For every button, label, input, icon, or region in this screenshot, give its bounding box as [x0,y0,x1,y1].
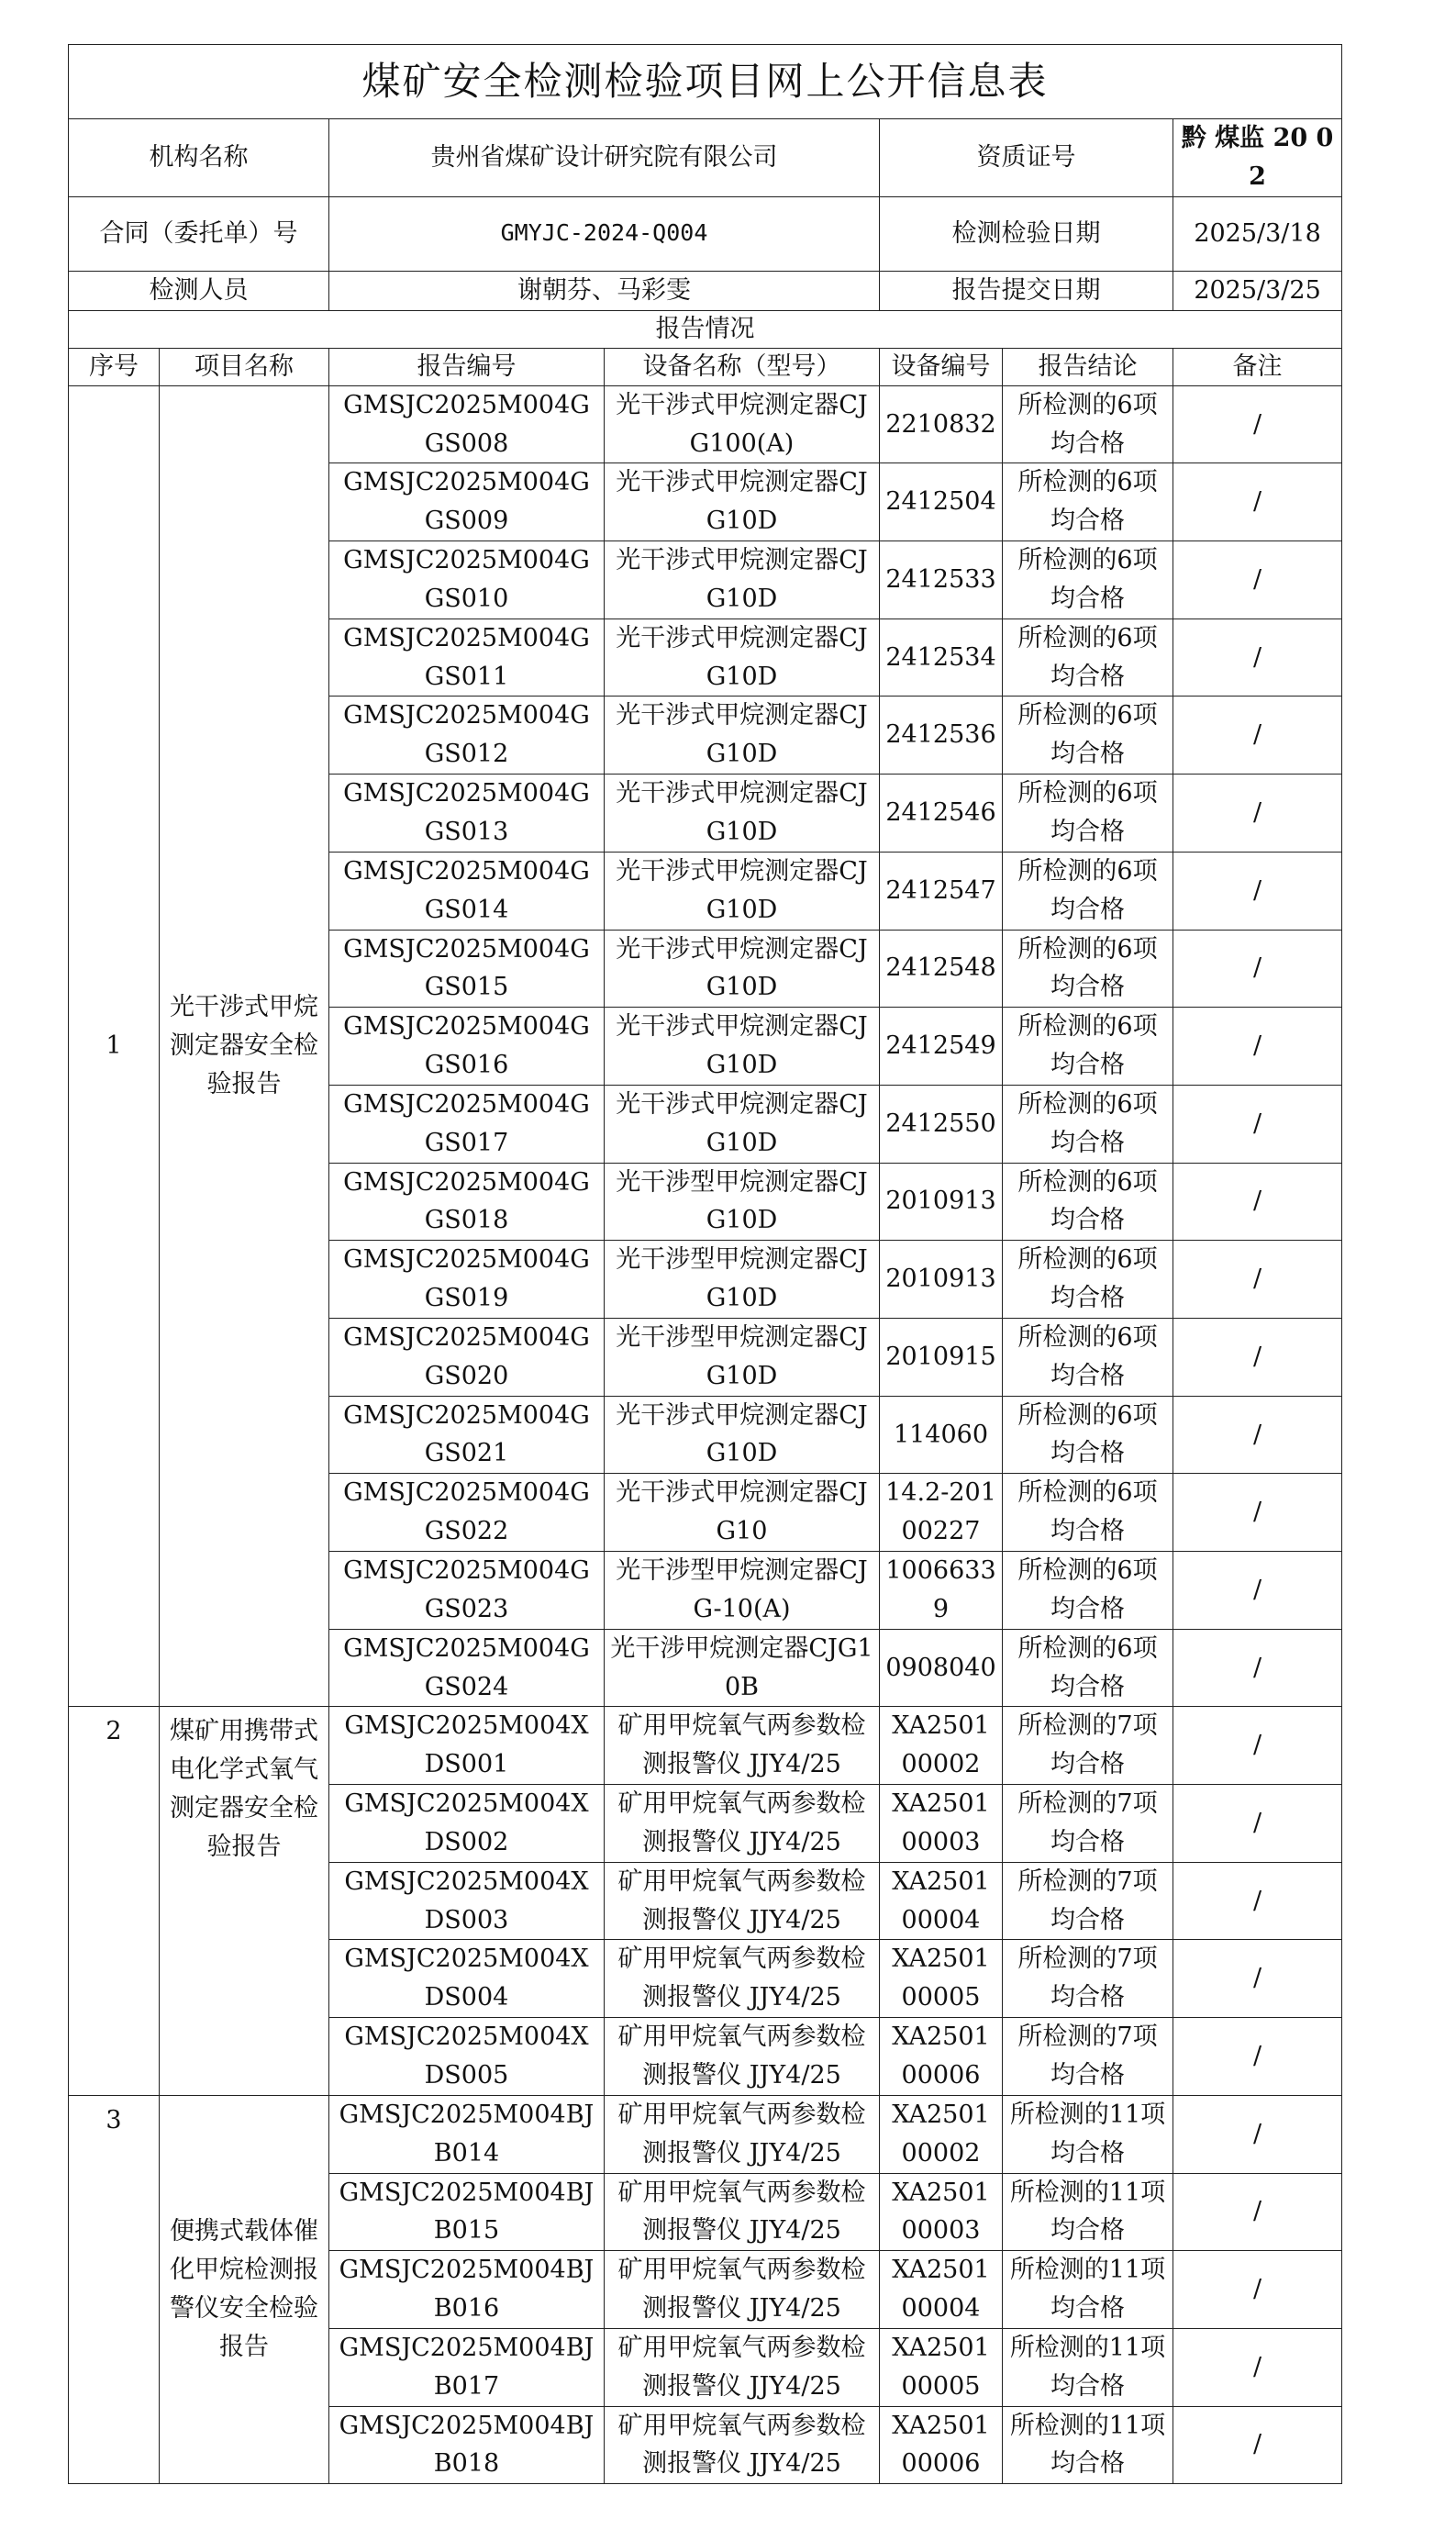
report-number: GMSJC2025M004GGS020 [329,1318,605,1396]
device-number: XA250100003 [880,2173,1003,2251]
device-name: 光干涉式甲烷测定器CJG10D [605,1008,880,1086]
report-conclusion: 所检测的6项均合格 [1003,1629,1173,1707]
remark: / [1173,1241,1342,1319]
report-number: GMSJC2025M004XDS002 [329,1785,605,1863]
device-name: 光干涉型甲烷测定器CJG10D [605,1163,880,1241]
device-number: 2412548 [880,930,1003,1008]
device-name: 光干涉式甲烷测定器CJG10 [605,1474,880,1552]
remark: / [1173,1940,1342,2018]
remark: / [1173,1552,1342,1630]
org-value: 贵州省煤矿设计研究院有限公司 [329,119,880,197]
device-name: 矿用甲烷氧气两参数检测报警仪 JJY4/25 [605,2251,880,2329]
report-number: GMSJC2025M004XDS003 [329,1862,605,1940]
test-date-value: 2025/3/18 [1173,196,1342,271]
device-name: 矿用甲烷氧气两参数检测报警仪 JJY4/25 [605,1940,880,2018]
report-number: GMSJC2025M004GGS012 [329,697,605,775]
report-conclusion: 所检测的11项均合格 [1003,2251,1173,2329]
remark: / [1173,930,1342,1008]
device-number: XA250100006 [880,2018,1003,2096]
remark: / [1173,1085,1342,1163]
device-number: 2010913 [880,1163,1003,1241]
device-number: 2412550 [880,1085,1003,1163]
remark: / [1173,619,1342,697]
remark: / [1173,1008,1342,1086]
report-number: GMSJC2025M004GGS014 [329,852,605,930]
device-number: XA250100004 [880,2251,1003,2329]
remark: / [1173,1785,1342,1863]
cert-value: 黔 煤监 20 02 [1173,119,1342,197]
remark: / [1173,2328,1342,2406]
info-sheet [68,44,1341,2484]
group-project-name: 煤矿用携带式电化学式氧气测定器安全检验报告 [160,1707,329,2095]
section-label: 报告情况 [69,310,1342,348]
report-conclusion: 所检测的6项均合格 [1003,852,1173,930]
report-number: GMSJC2025M004BJB018 [329,2406,605,2484]
device-number: 2412546 [880,775,1003,853]
report-number: GMSJC2025M004BJB014 [329,2095,605,2173]
report-conclusion: 所检测的7项均合格 [1003,1785,1173,1863]
col-header-seq: 序号 [69,348,160,385]
report-number: GMSJC2025M004GGS021 [329,1396,605,1474]
device-number: 2412504 [880,463,1003,541]
device-number: 2412547 [880,852,1003,930]
device-name: 矿用甲烷氧气两参数检测报警仪 JJY4/25 [605,2018,880,2096]
report-conclusion: 所检测的6项均合格 [1003,1318,1173,1396]
col-header-device-no: 设备编号 [880,348,1003,385]
device-number: XA250100005 [880,2328,1003,2406]
remark: / [1173,697,1342,775]
device-number: 2010913 [880,1241,1003,1319]
page-title: 煤矿安全检测检验项目网上公开信息表 [69,45,1342,119]
contract-label: 合同（委托单）号 [69,196,329,271]
remark: / [1173,2251,1342,2329]
device-name: 光干涉式甲烷测定器CJG10D [605,775,880,853]
report-conclusion: 所检测的6项均合格 [1003,541,1173,619]
report-conclusion: 所检测的11项均合格 [1003,2095,1173,2173]
group-seq: 3 [69,2095,160,2483]
remark: / [1173,463,1342,541]
device-name: 矿用甲烷氧气两参数检测报警仪 JJY4/25 [605,2328,880,2406]
org-label: 机构名称 [69,119,329,197]
device-number: XA250100006 [880,2406,1003,2484]
device-number: 2412534 [880,619,1003,697]
report-conclusion: 所检测的6项均合格 [1003,463,1173,541]
device-number: 2412536 [880,697,1003,775]
remark: / [1173,541,1342,619]
device-name: 光干涉式甲烷测定器CJG10D [605,930,880,1008]
group-seq: 1 [69,385,160,1707]
device-name: 光干涉型甲烷测定器CJG-10(A) [605,1552,880,1630]
device-number: 10066339 [880,1552,1003,1630]
report-number: GMSJC2025M004GGS011 [329,619,605,697]
device-name: 光干涉式甲烷测定器CJG100(A) [605,385,880,463]
device-number: 2412549 [880,1008,1003,1086]
remark: / [1173,2406,1342,2484]
device-name: 光干涉式甲烷测定器CJG10D [605,541,880,619]
report-conclusion: 所检测的6项均合格 [1003,385,1173,463]
report-number: GMSJC2025M004GGS015 [329,930,605,1008]
remark: / [1173,1474,1342,1552]
contract-value: GMYJC-2024-Q004 [329,196,880,271]
col-header-project: 项目名称 [160,348,329,385]
report-number: GMSJC2025M004GGS024 [329,1629,605,1707]
report-number: GMSJC2025M004GGS008 [329,385,605,463]
remark: / [1173,1629,1342,1707]
remark: / [1173,775,1342,853]
device-name: 光干涉型甲烷测定器CJG10D [605,1318,880,1396]
table-row [69,1707,1342,1785]
report-number: GMSJC2025M004BJB017 [329,2328,605,2406]
group-seq: 2 [69,1707,160,2095]
report-conclusion: 所检测的6项均合格 [1003,1474,1173,1552]
staff-label: 检测人员 [69,271,329,310]
report-conclusion: 所检测的7项均合格 [1003,2018,1173,2096]
group-project-name: 光干涉式甲烷测定器安全检验报告 [160,385,329,1707]
report-number: GMSJC2025M004GGS009 [329,463,605,541]
col-header-report-no: 报告编号 [329,348,605,385]
remark: / [1173,2095,1342,2173]
col-header-remark: 备注 [1173,348,1342,385]
col-header-conclusion: 报告结论 [1003,348,1173,385]
group-project-name: 便携式载体催化甲烷检测报警仪安全检验报告 [160,2095,329,2483]
report-number: GMSJC2025M004BJB016 [329,2251,605,2329]
report-conclusion: 所检测的6项均合格 [1003,1008,1173,1086]
device-name: 光干涉式甲烷测定器CJG10D [605,697,880,775]
report-conclusion: 所检测的11项均合格 [1003,2328,1173,2406]
report-number: GMSJC2025M004GGS018 [329,1163,605,1241]
report-conclusion: 所检测的7项均合格 [1003,1862,1173,1940]
report-conclusion: 所检测的11项均合格 [1003,2173,1173,2251]
device-name: 矿用甲烷氧气两参数检测报警仪 JJY4/25 [605,1707,880,1785]
remark: / [1173,1318,1342,1396]
report-conclusion: 所检测的6项均合格 [1003,1241,1173,1319]
device-name: 矿用甲烷氧气两参数检测报警仪 JJY4/25 [605,2406,880,2484]
report-conclusion: 所检测的7项均合格 [1003,1707,1173,1785]
device-number: 2412533 [880,541,1003,619]
remark: / [1173,1707,1342,1785]
remark: / [1173,2173,1342,2251]
test-date-label: 检测检验日期 [880,196,1173,271]
device-number: 114060 [880,1396,1003,1474]
device-name: 光干涉式甲烷测定器CJG10D [605,463,880,541]
report-number: GMSJC2025M004GGS016 [329,1008,605,1086]
report-number: GMSJC2025M004GGS013 [329,775,605,853]
device-name: 光干涉式甲烷测定器CJG10D [605,1396,880,1474]
report-conclusion: 所检测的6项均合格 [1003,1085,1173,1163]
report-number: GMSJC2025M004XDS005 [329,2018,605,2096]
device-name: 光干涉甲烷测定器CJG10B [605,1629,880,1707]
report-conclusion: 所检测的11项均合格 [1003,2406,1173,2484]
report-conclusion: 所检测的6项均合格 [1003,1163,1173,1241]
device-name: 光干涉型甲烷测定器CJG10D [605,1241,880,1319]
device-number: 14.2-20100227 [880,1474,1003,1552]
report-number: GMSJC2025M004GGS017 [329,1085,605,1163]
report-conclusion: 所检测的6项均合格 [1003,775,1173,853]
report-conclusion: 所检测的6项均合格 [1003,1552,1173,1630]
report-conclusion: 所检测的7项均合格 [1003,1940,1173,2018]
report-number: GMSJC2025M004GGS019 [329,1241,605,1319]
remark: / [1173,1396,1342,1474]
device-name: 光干涉式甲烷测定器CJG10D [605,1085,880,1163]
remark: / [1173,2018,1342,2096]
report-number: GMSJC2025M004GGS010 [329,541,605,619]
report-number: GMSJC2025M004GGS023 [329,1552,605,1630]
table-row [69,2095,1342,2173]
submit-date-value: 2025/3/25 [1173,271,1342,310]
report-conclusion: 所检测的6项均合格 [1003,619,1173,697]
device-name: 光干涉式甲烷测定器CJG10D [605,852,880,930]
report-conclusion: 所检测的6项均合格 [1003,697,1173,775]
col-header-device-name: 设备名称（型号） [605,348,880,385]
device-name: 矿用甲烷氧气两参数检测报警仪 JJY4/25 [605,1862,880,1940]
submit-date-label: 报告提交日期 [880,271,1173,310]
device-number: XA250100005 [880,1940,1003,2018]
remark: / [1173,385,1342,463]
report-number: GMSJC2025M004GGS022 [329,1474,605,1552]
table-row [69,385,1342,463]
device-number: 2010915 [880,1318,1003,1396]
device-number: XA250100004 [880,1862,1003,1940]
remark: / [1173,1163,1342,1241]
device-name: 矿用甲烷氧气两参数检测报警仪 JJY4/25 [605,2173,880,2251]
device-number: 0908040 [880,1629,1003,1707]
report-number: GMSJC2025M004XDS004 [329,1940,605,2018]
report-number: GMSJC2025M004BJB015 [329,2173,605,2251]
device-name: 矿用甲烷氧气两参数检测报警仪 JJY4/25 [605,2095,880,2173]
cert-label: 资质证号 [880,119,1173,197]
report-conclusion: 所检测的6项均合格 [1003,930,1173,1008]
report-number: GMSJC2025M004XDS001 [329,1707,605,1785]
device-number: XA250100002 [880,2095,1003,2173]
staff-value: 谢朝芬、马彩雯 [329,271,880,310]
device-number: 2210832 [880,385,1003,463]
remark: / [1173,1862,1342,1940]
device-number: XA250100003 [880,1785,1003,1863]
info-table [68,44,1342,2484]
device-name: 矿用甲烷氧气两参数检测报警仪 JJY4/25 [605,1785,880,1863]
remark: / [1173,852,1342,930]
report-conclusion: 所检测的6项均合格 [1003,1396,1173,1474]
device-name: 光干涉式甲烷测定器CJG10D [605,619,880,697]
device-number: XA250100002 [880,1707,1003,1785]
